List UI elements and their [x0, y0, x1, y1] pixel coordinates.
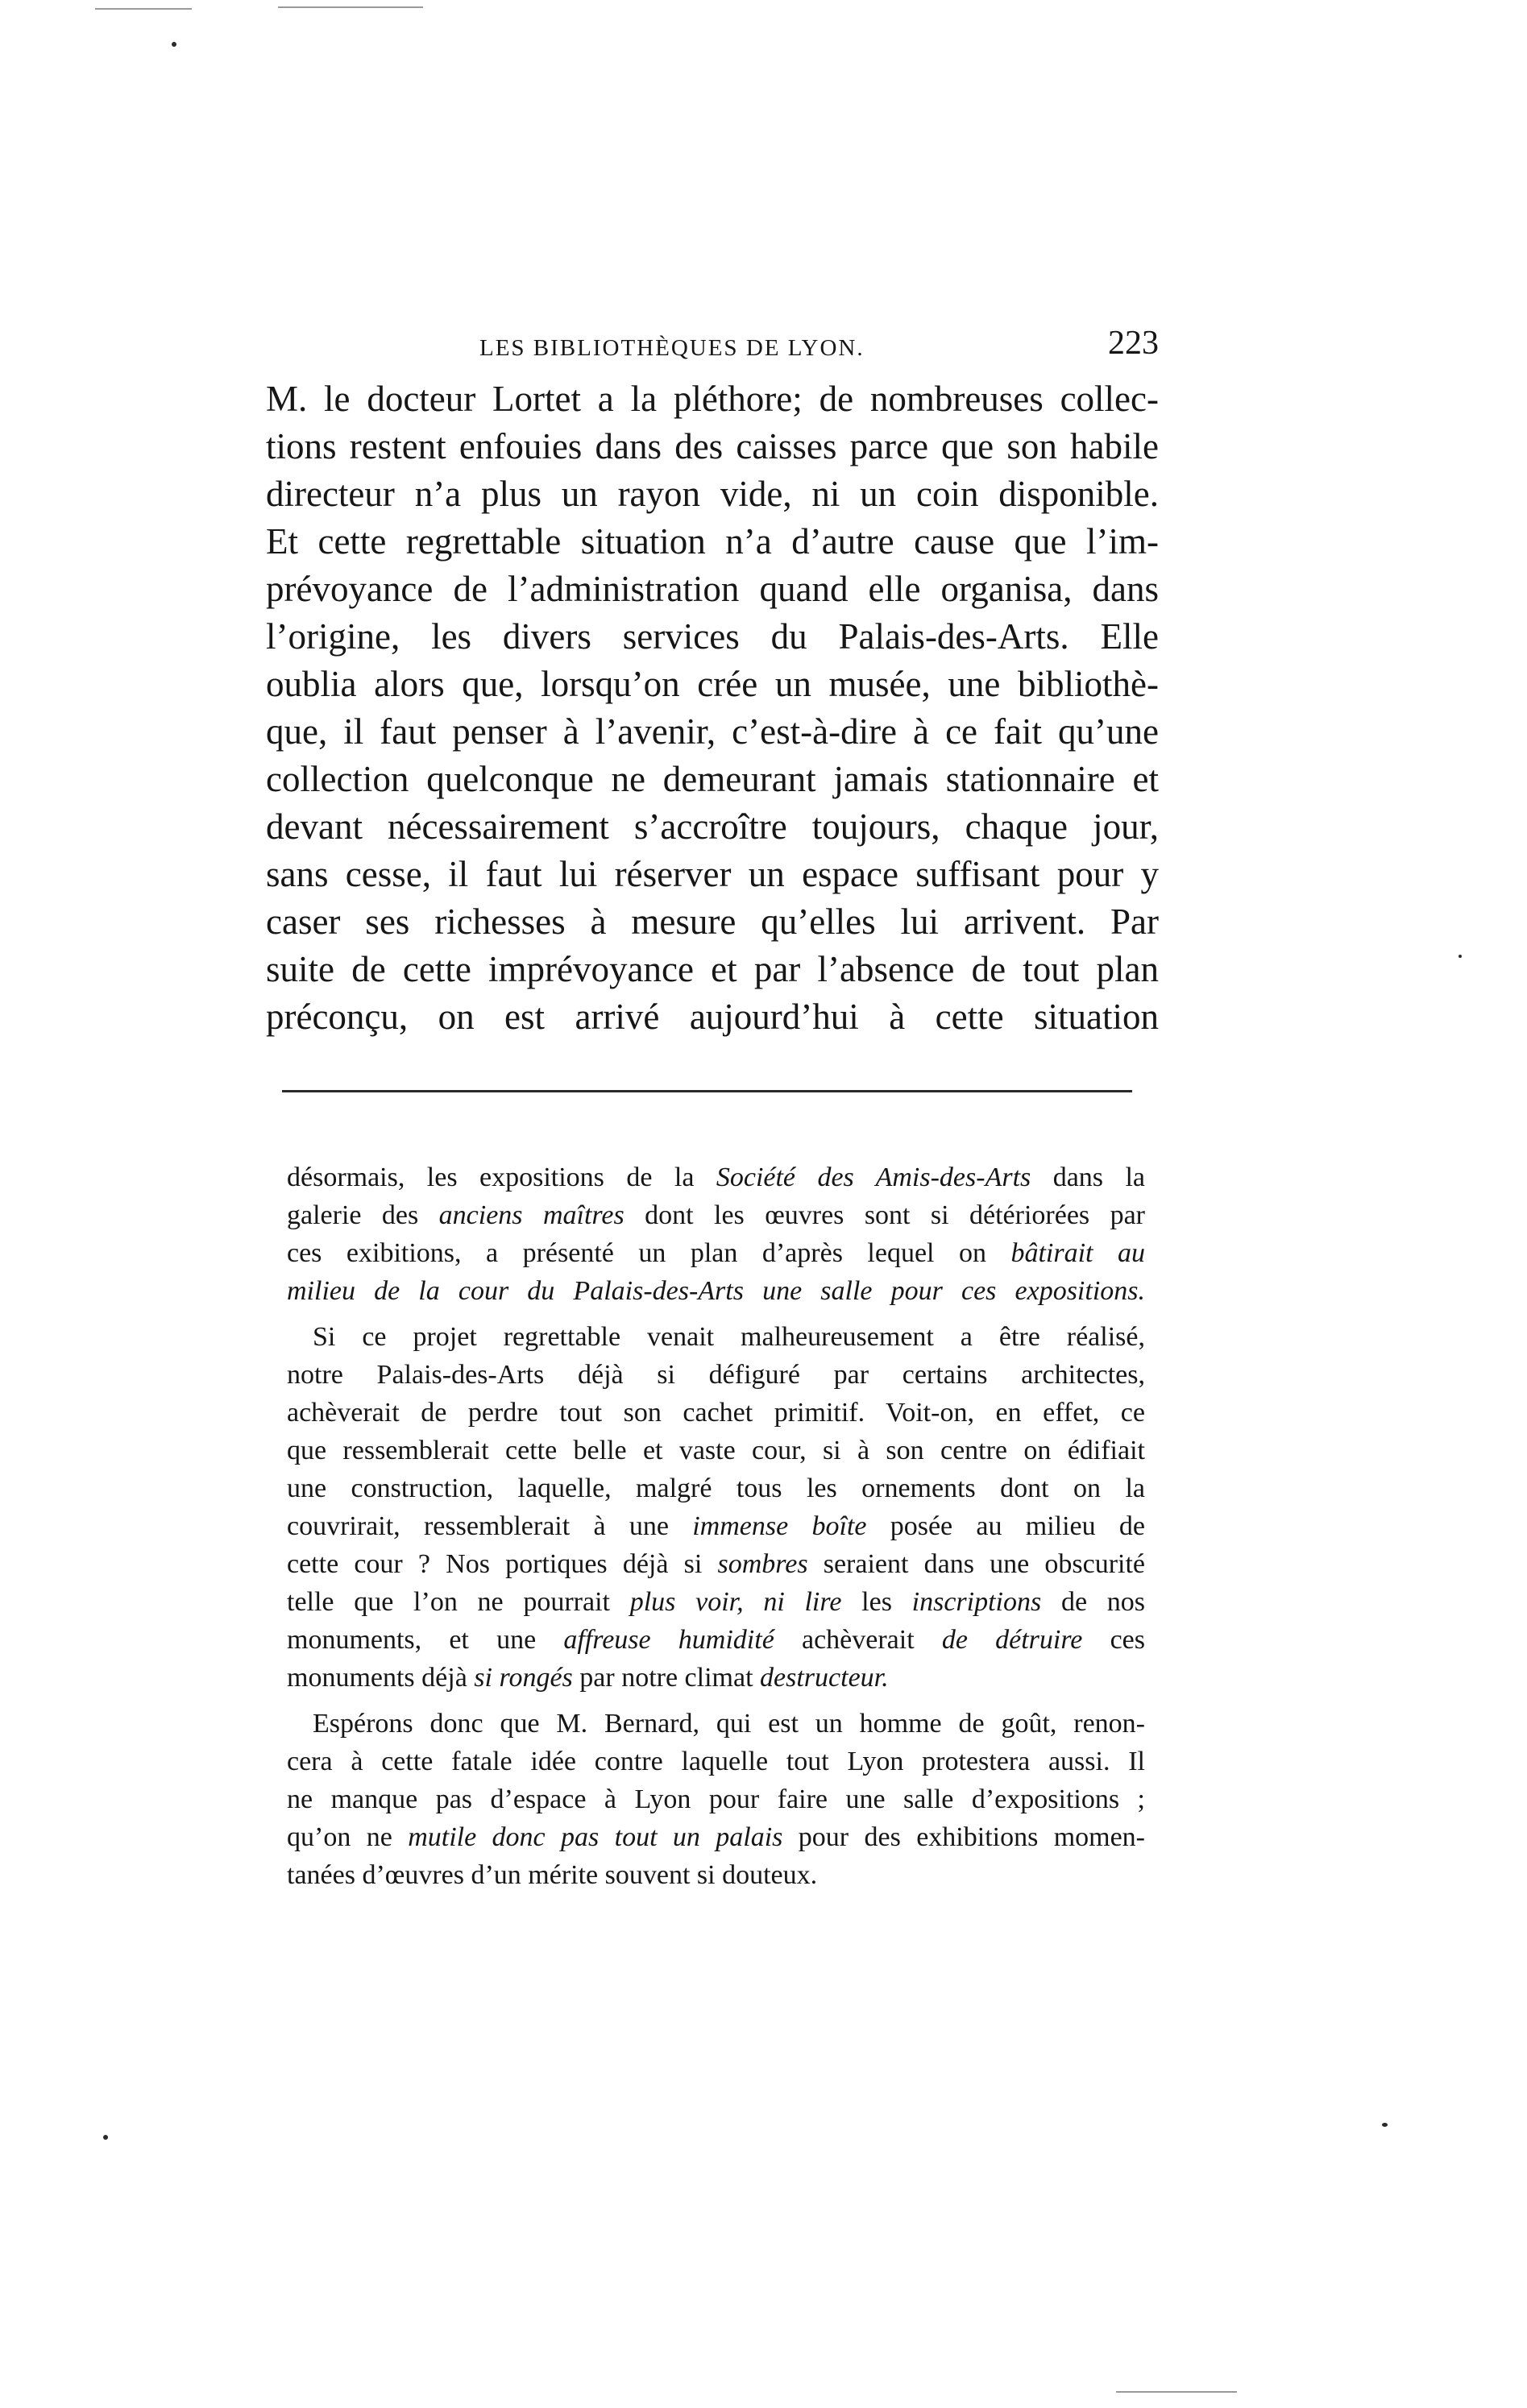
footnote-line: ne manque pas d’espace à Lyon pour faire une salle d’expositions ; — [287, 1784, 1145, 1814]
body-line: préconçu, on est arrivé aujourd’hui à cette situation — [266, 997, 1159, 1037]
running-head — [266, 324, 1159, 372]
footnote-line: monuments, et une affreuse humidité achèverait de détruire ces — [287, 1625, 1146, 1655]
footnote-line: monuments déjà si rongés par notre climat destructeur. — [287, 1663, 889, 1693]
footnote-line: galerie des anciens maîtres dont les œuvres sont si détériorées par — [287, 1200, 1145, 1230]
footnote-line: une construction, laquelle, malgré tous les ornements dont on la — [287, 1473, 1145, 1503]
scan-mark-top-left — [95, 8, 192, 10]
body-line: tions restent enfouies dans des caisses parce que son habile — [266, 426, 1159, 466]
footnote-line: couvrirait, ressemblerait à une immense boîte posée au milieu de — [287, 1511, 1145, 1541]
footnote-line: tanées d’œuvres d’un mérite souvent si douteux. — [287, 1860, 818, 1890]
body-line: M. le docteur Lortet a la pléthore; de nombreuses collec- — [266, 379, 1159, 419]
body-line: Et cette regrettable situation n’a d’autre cause que l’im- — [266, 521, 1159, 562]
footnote-line: Espérons donc que M. Bernard, qui est un homme de goût, renon- — [313, 1709, 1145, 1739]
footnote-line: telle que l’on ne pourrait plus voir, ni lire les inscriptions de nos — [287, 1587, 1145, 1617]
footnote-line: qu’on ne mutile donc pas tout un palais pour des exhibitions momen- — [287, 1822, 1146, 1852]
footnote-line: notre Palais-des-Arts déjà si défiguré par certains architectes, — [287, 1360, 1145, 1390]
body-line: devant nécessairement s’accroître toujours, chaque jour, — [266, 806, 1159, 847]
footnote-line: milieu de la cour du Palais-des-Arts une salle pour ces expositions. — [287, 1276, 1145, 1306]
footnote-line: Si ce projet regrettable venait malheureusement a être réalisé, — [313, 1322, 1145, 1352]
scan-mark-top-center — [278, 6, 423, 8]
body-line: collection quelconque ne demeurant jamais stationnaire et — [266, 759, 1159, 799]
footnote-line: ces exibitions, a présenté un plan d’après lequel on bâtirait au — [287, 1238, 1145, 1268]
body-line: directeur n’a plus un rayon vide, ni un coin disponible. — [266, 474, 1159, 514]
running-title: LES BIBLIOTHÈQUES DE LYON. — [479, 335, 865, 361]
body-line: l’origine, les divers services du Palais-des-Arts. Elle — [266, 616, 1159, 657]
page-number: 223 — [1108, 325, 1159, 362]
body-line: caser ses richesses à mesure qu’elles lui arrivent. Par — [266, 901, 1159, 942]
body-text — [266, 375, 1159, 1041]
footnote-rule — [282, 1090, 1132, 1092]
body-line: sans cesse, il faut lui réserver un espace suffisant pour y — [266, 854, 1159, 894]
body-line: suite de cette imprévoyance et par l’absence de tout plan — [266, 949, 1159, 989]
footnote-line: que ressemblerait cette belle et vaste cour, si à son centre on édifiait — [287, 1436, 1145, 1465]
speck-left-top — [172, 42, 176, 47]
speck-right-bottom — [1382, 2123, 1388, 2127]
footnote-line: cera à cette fatale idée contre laquelle tout Lyon protestera aussi. Il — [287, 1747, 1145, 1776]
scan-mark-bottom — [1116, 2391, 1237, 2393]
footnote-line: désormais, les expositions de la Société des Amis-des-Arts dans la — [287, 1163, 1146, 1192]
body-line: que, il faut penser à l’avenir, c’est-à-dire à ce fait qu’une — [266, 711, 1159, 752]
speck-left-bottom — [103, 2135, 108, 2140]
speck-right-middle — [1459, 955, 1462, 958]
footnote-line: achèverait de perdre tout son cachet primitif. Voit-on, en effet, ce — [287, 1398, 1145, 1428]
body-line: prévoyance de l’administration quand elle organisa, dans — [266, 569, 1159, 609]
footnote-line: cette cour ? Nos portiques déjà si sombres seraient dans une obscurité — [287, 1549, 1145, 1579]
body-line: oublia alors que, lorsqu’on crée un musée, une bibliothè- — [266, 664, 1159, 704]
footnote — [287, 1158, 1145, 1894]
